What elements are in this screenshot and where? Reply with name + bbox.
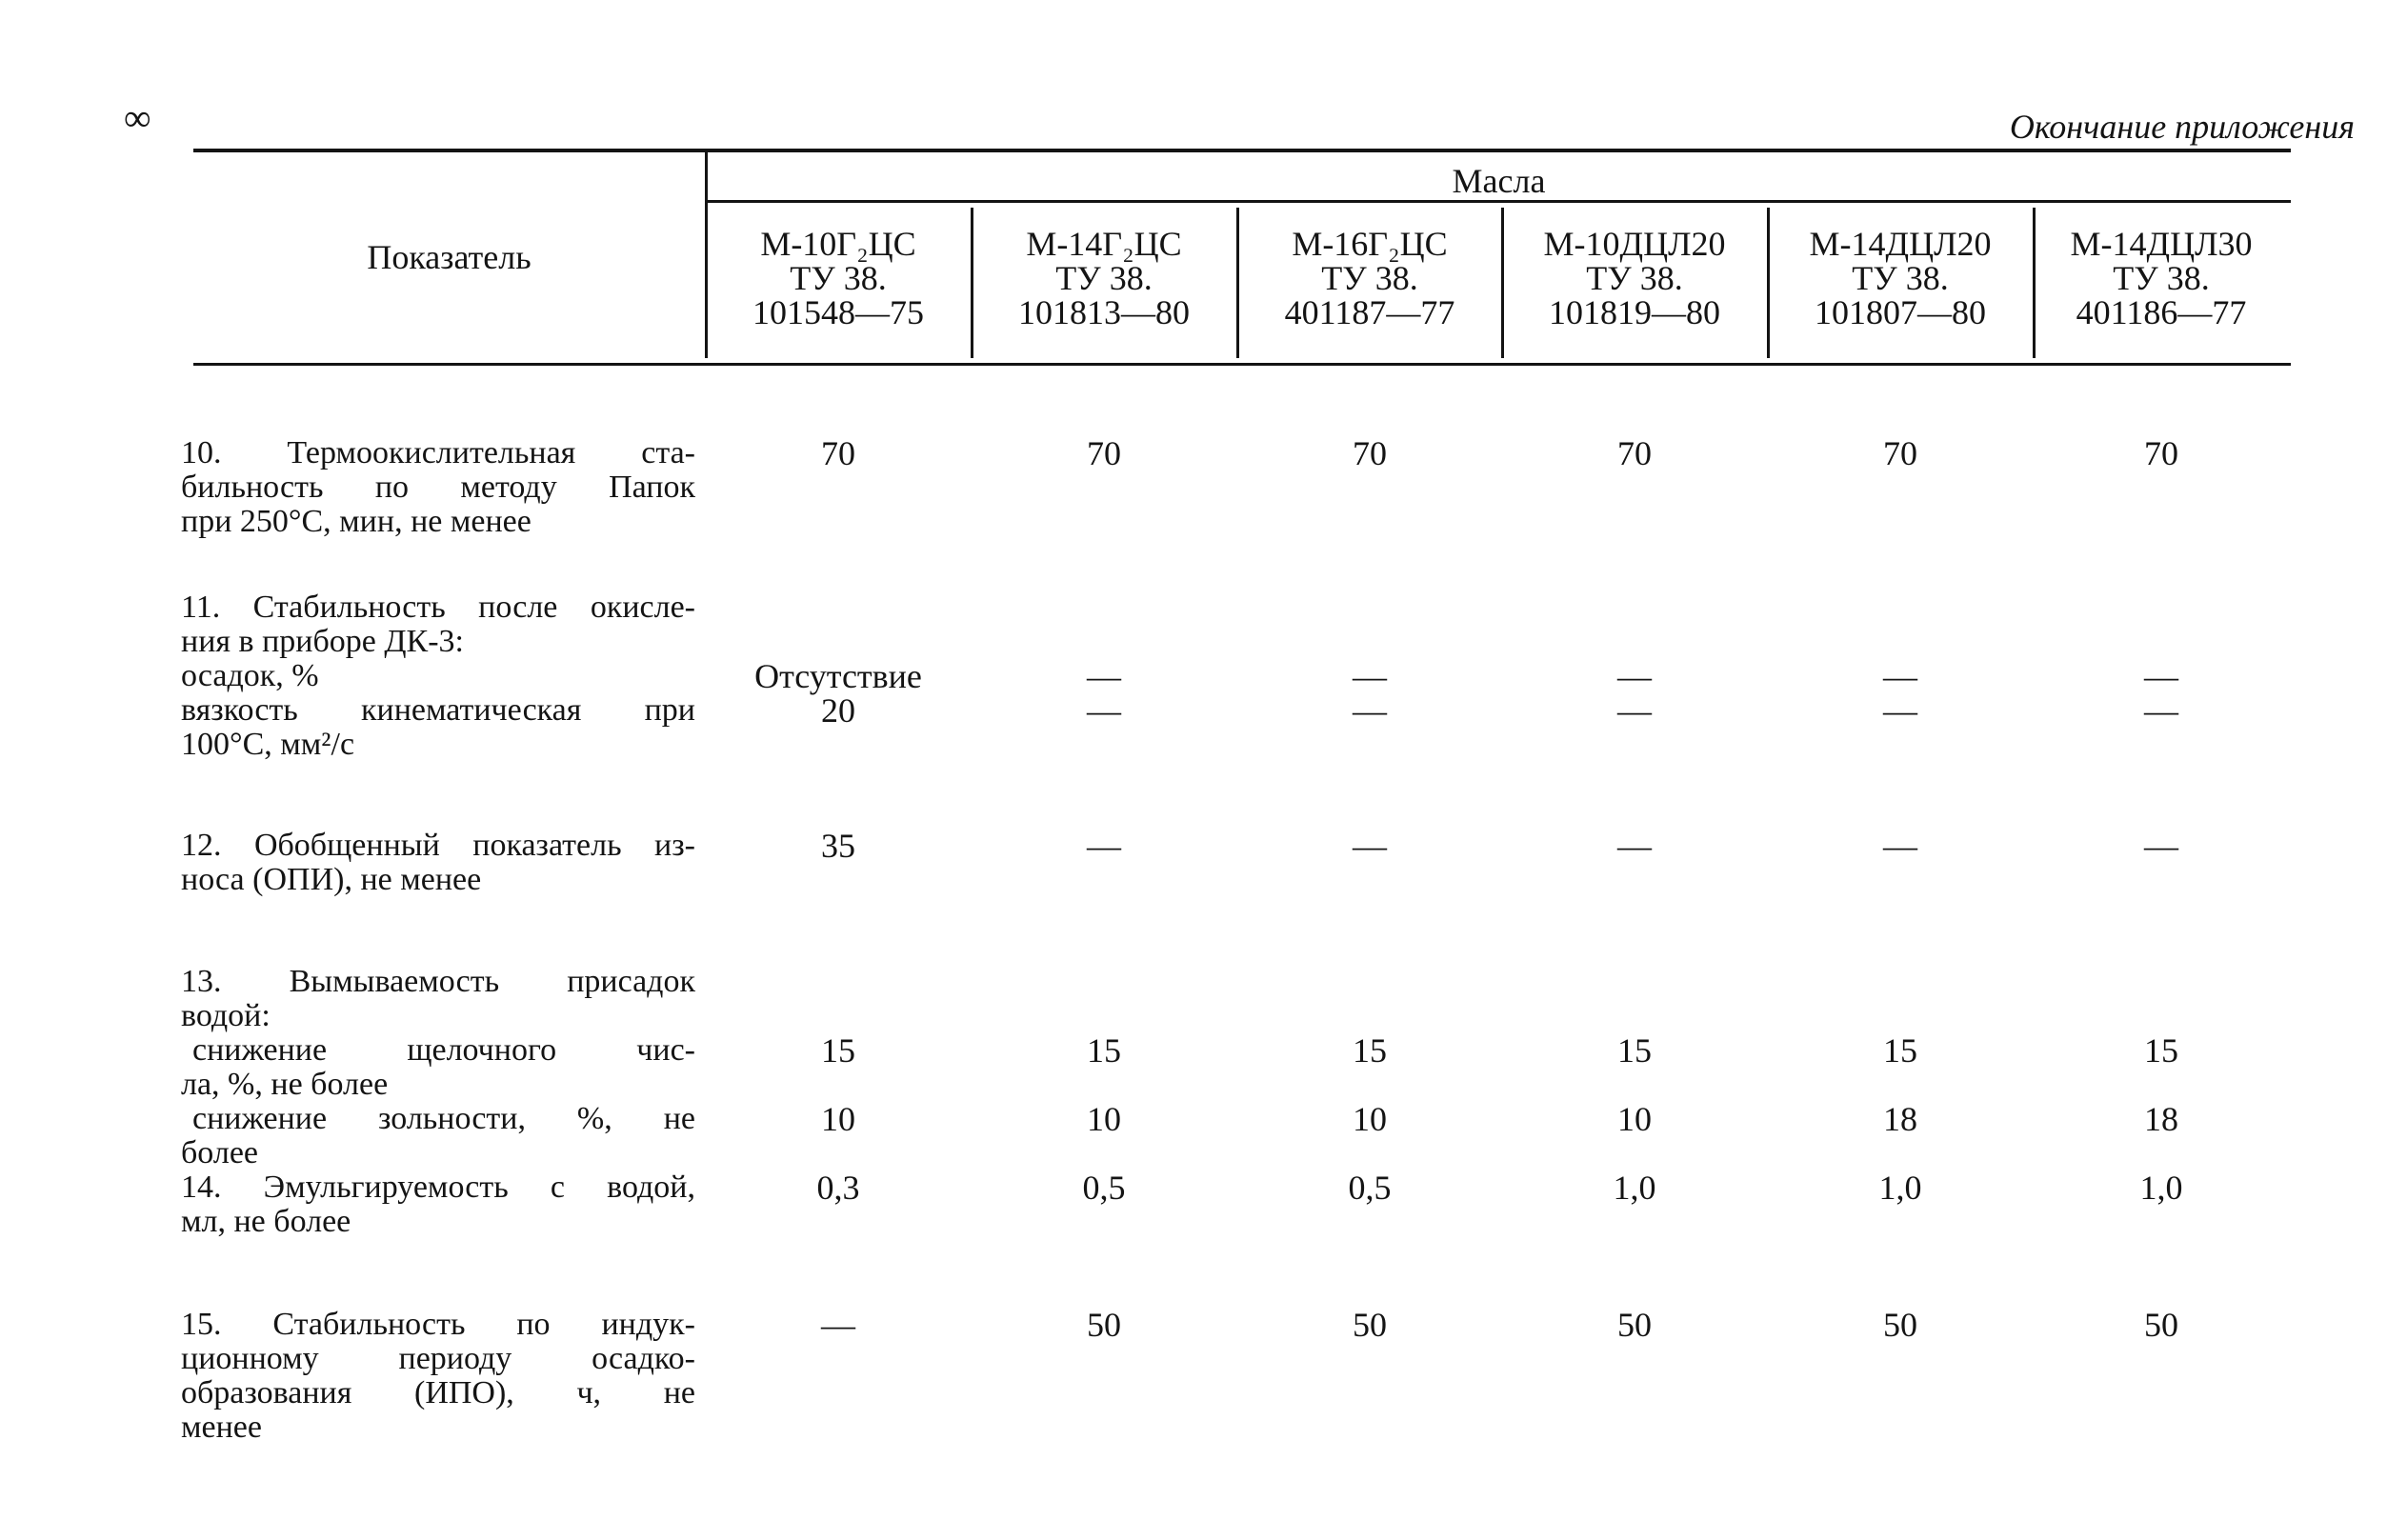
value-cell: 50: [1353, 1306, 1387, 1344]
value-cell: —: [2144, 691, 2178, 730]
continuation-header: Окончание приложения: [2009, 108, 2355, 146]
indicator-line: 10. Термоокислительная ста-: [181, 435, 695, 470]
value-cell: 35: [821, 827, 855, 865]
oil-code: 401187—77: [1284, 293, 1455, 331]
oil-code: 401186—77: [2076, 293, 2247, 331]
oil-header: [1506, 227, 1763, 330]
indicator-line: 12. Обобщенный показатель из-: [181, 828, 695, 863]
indicator-line: водой:: [181, 998, 271, 1033]
value-cell: —: [1087, 691, 1121, 730]
indicator-line: снижение щелочного чис-: [192, 1032, 695, 1068]
value-cell: —: [1883, 657, 1917, 695]
oil-name: М-14ДЦЛ20: [1809, 225, 1992, 263]
value-cell: 70: [1353, 434, 1387, 472]
value-cell: 1,0: [1613, 1169, 1656, 1207]
indicator-line: образования (ИПО), ч, не: [181, 1375, 695, 1410]
value-cell: —: [1353, 827, 1387, 865]
oil-name: М-10ДЦЛ20: [1543, 225, 1726, 263]
indicator-line: 100°С, мм²/с: [181, 727, 355, 762]
value-cell: —: [821, 1306, 855, 1344]
oil-tu: ТУ 38.: [790, 259, 887, 297]
value-cell: —: [1353, 691, 1387, 730]
indicator-10: [181, 436, 695, 539]
value-cell: 15: [821, 1031, 855, 1070]
oils-header: Масла: [1452, 162, 1546, 200]
indicator-line: более: [181, 1135, 258, 1170]
indicator-12: [181, 829, 695, 897]
indicator-line: ла, %, не более: [181, 1067, 389, 1102]
value-cell: 10: [821, 1100, 855, 1138]
value-cell: —: [2144, 657, 2178, 695]
oil-tu: ТУ 38.: [2113, 259, 2210, 297]
value-cell: 15: [2144, 1031, 2178, 1070]
value-cell: 70: [2144, 434, 2178, 472]
oil-header: [710, 227, 967, 330]
oil-name: М-14ДЦЛ30: [2070, 225, 2253, 263]
value-cell: 70: [1087, 434, 1121, 472]
value-cell: —: [1883, 691, 1917, 730]
value-cell: 50: [1087, 1306, 1121, 1344]
value-cell: —: [1087, 657, 1121, 695]
value-cell: —: [1617, 691, 1652, 730]
oil-name: М-10Г₂ЦС: [760, 225, 916, 263]
indicator-line: носа (ОПИ), не менее: [181, 862, 482, 897]
indicator-line: 14. Эмульгируемость с водой,: [181, 1170, 695, 1205]
oil-column-divider: [1501, 208, 1504, 358]
value-cell: 18: [2144, 1100, 2178, 1138]
value-cell: 50: [2144, 1306, 2178, 1344]
value-cell: 18: [1883, 1100, 1917, 1138]
oil-tu: ТУ 38.: [1852, 259, 1949, 297]
value-cell: 50: [1617, 1306, 1652, 1344]
indicator-13: [181, 965, 695, 1170]
oil-column-divider: [1236, 208, 1239, 358]
oil-tu: ТУ 38.: [1586, 259, 1683, 297]
indicator-line: ционному периоду осадко-: [181, 1341, 695, 1376]
indicator-line: вязкость кинематическая при: [181, 692, 695, 728]
indicator-11: [181, 590, 695, 762]
oil-header: [975, 227, 1233, 330]
value-cell: 10: [1087, 1100, 1121, 1138]
oil-code: 101548—75: [752, 293, 924, 331]
indicator-line: мл, не более: [181, 1204, 351, 1239]
oil-header: [1772, 227, 2029, 330]
value-cell: —: [1617, 657, 1652, 695]
value-cell: 10: [1353, 1100, 1387, 1138]
value-cell: 15: [1883, 1031, 1917, 1070]
table-top-rule: [193, 149, 2291, 152]
indicator-14: [181, 1170, 695, 1239]
indicator-15: [181, 1308, 695, 1445]
value-cell: —: [2144, 827, 2178, 865]
oil-code: 101819—80: [1549, 293, 1720, 331]
value-cell: 0,5: [1348, 1169, 1392, 1207]
oil-header: [1241, 227, 1498, 330]
value-cell: 20: [821, 691, 855, 730]
page-number: ∞: [124, 96, 151, 139]
value-cell: 0,3: [816, 1169, 860, 1207]
value-cell: 15: [1353, 1031, 1387, 1070]
value-cell: —: [1087, 827, 1121, 865]
oil-header: [2033, 227, 2290, 330]
value-cell: 15: [1087, 1031, 1121, 1070]
oil-code: 101813—80: [1018, 293, 1190, 331]
oil-column-divider: [971, 208, 973, 358]
value-cell: 10: [1617, 1100, 1652, 1138]
value-cell: 1,0: [2139, 1169, 2183, 1207]
value-cell: —: [1617, 827, 1652, 865]
oil-tu: ТУ 38.: [1055, 259, 1153, 297]
indicator-header: Показатель: [367, 238, 532, 276]
indicator-line: менее: [181, 1410, 262, 1445]
indicator-line: осадок, %: [181, 658, 319, 693]
value-cell: 70: [1617, 434, 1652, 472]
indicator-line: бильность по методу Папок: [181, 470, 695, 505]
indicator-line: при 250°С, мин, не менее: [181, 504, 532, 539]
oils-header-rule: [707, 200, 2291, 203]
value-cell: 70: [821, 434, 855, 472]
oil-name: М-14Г₂ЦС: [1026, 225, 1182, 263]
value-cell: 15: [1617, 1031, 1652, 1070]
value-cell: Отсутствие: [754, 657, 922, 695]
indicator-line: 11. Стабильность после окисле-: [181, 590, 695, 625]
value-cell: 50: [1883, 1306, 1917, 1344]
value-cell: —: [1353, 657, 1387, 695]
value-cell: 0,5: [1082, 1169, 1126, 1207]
indicator-line: 15. Стабильность по индук-: [181, 1307, 695, 1342]
header-bottom-rule: [193, 363, 2291, 366]
value-cell: 70: [1883, 434, 1917, 472]
oil-name: М-16Г₂ЦС: [1292, 225, 1448, 263]
oil-tu: ТУ 38.: [1321, 259, 1418, 297]
indicator-line: ния в приборе ДК-3:: [181, 624, 465, 659]
value-cell: 1,0: [1878, 1169, 1922, 1207]
indicator-line: 13. Вымываемость присадок: [181, 964, 695, 999]
indicator-line: снижение зольности, %, не: [192, 1101, 695, 1136]
value-cell: —: [1883, 827, 1917, 865]
oil-code: 101807—80: [1815, 293, 1986, 331]
oil-column-divider: [1767, 208, 1770, 358]
